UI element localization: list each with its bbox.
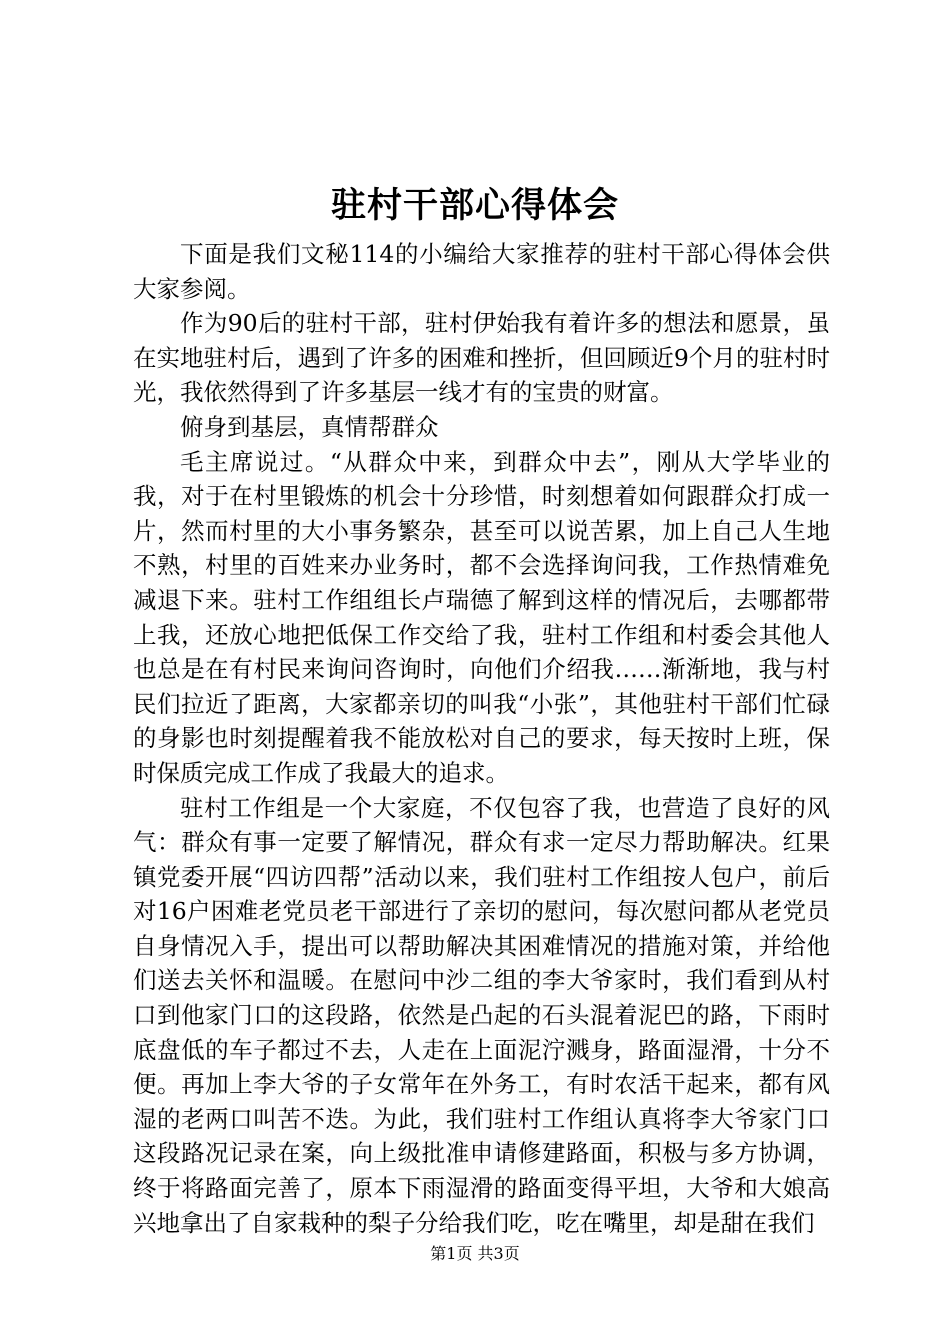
paragraph-work-team: 驻村工作组是一个大家庭，不仅包容了我，也营造了良好的风气：群众有事一定要了解情况，群众有求一定尽力帮助解决。红果镇党委开展“四访四帮”活动以来，我们驻村工作组按人包户，前后对16户困难老党员老干部进行了亲切的慰问，每次慰问都从老党员自身情况入手，提出可以帮助解决其困难情况的措施对策，并给他们送去关怀和温暖。在慰问中沙二组的李大爷家时，我们看到从村口到他家门口的这段路，依然是凸起的石头混着泥巴的路，下雨时底盘低的车子都过不去，人走在上面泥泞溅身，路面湿滑，十分不便。再加上李大爷的子女常年在外务工，有时农活干起来，都有风湿的老两口叫苦不迭。为此，我们驻村工作组认真将李大爷家门口这段路况记录在案，向上级批准申请修建路面，积极与多方协调，终于将路面完善了，原本下雨湿滑的路面变得平坦，大爷和大娘高兴地拿出了自家栽种的梨子分给我们吃，吃在嘴里，却是甜在我们 xyxy=(133,793,830,1237)
page-footer: 第1页 共3页 xyxy=(430,1244,520,1263)
section-heading: 俯身到基层，真情帮群众 xyxy=(180,412,439,441)
paragraph-mass-line: 毛主席说过。“从群众中来，到群众中去”，刚从大学毕业的我，对于在村里锻炼的机会十分珍惜，时刻想着如何跟群众打成一片，然而村里的大小事务繁杂，甚至可以说苦累，加上自己人生地不熟，村里的百姓来办业务时，都不会选择询问我，工作热情难免减退下来。驻村工作组组长卢瑞德了解到这样的情况后，去哪都带上我，还放心地把低保工作交给了我，驻村工作组和村委会其他人也总是在有村民来询问咨询时，向他们介绍我……渐渐地，我与村民们拉近了距离，大家都亲切的叫我“小张”，其他驻村干部们忙碌的身影也时刻提醒着我不能放松对自己的要求，每天按时上班，保时保质完成工作成了我最大的追求。 xyxy=(133,447,830,787)
paragraph-intro: 下面是我们文秘114的小编给大家推荐的驻村干部心得体会供大家参阅。 xyxy=(133,240,830,303)
document-body xyxy=(133,237,830,1240)
paragraph-background: 作为90后的驻村干部，驻村伊始我有着许多的想法和愿景，虽在实地驻村后，遇到了许多的困难和挫折，但回顾近9个月的驻村时光，我依然得到了许多基层一线才有的宝贵的财富。 xyxy=(133,309,830,407)
document-title: 驻村干部心得体会 xyxy=(330,186,619,226)
